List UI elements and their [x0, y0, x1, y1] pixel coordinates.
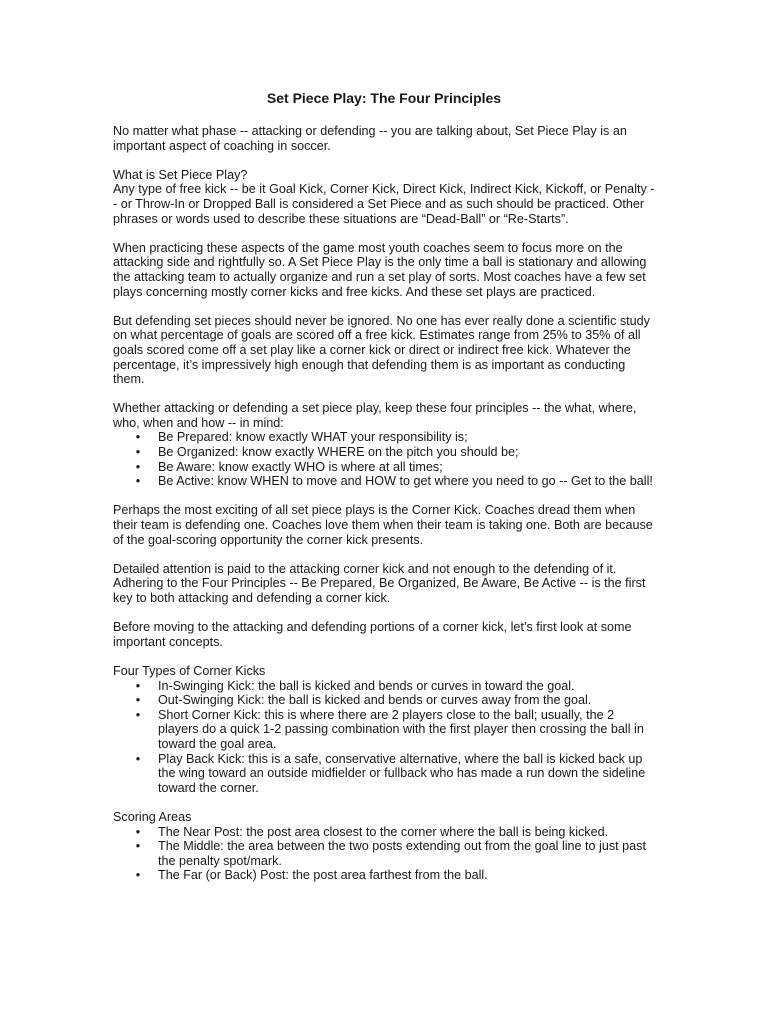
document-body [113, 124, 655, 897]
list-item: • Be Active: know WHEN to move and HOW to get where you need to go -- Get to the ball! [113, 474, 655, 489]
bullet-icon: • [135, 445, 141, 460]
principles-list [113, 430, 655, 488]
bullet-icon: • [135, 678, 141, 693]
corner-types-list [113, 679, 655, 796]
what-is-section [113, 168, 655, 226]
list-item: • The Near Post: the post area closest to the corner where the ball is being kicked. [113, 825, 655, 840]
list-item: • Out-Swinging Kick: the ball is kicked and bends or curves away from the goal. [113, 693, 655, 708]
list-item: • Be Aware: know exactly WHO is where at all times; [113, 460, 655, 475]
list-item: • Be Prepared: know exactly WHAT your responsibility is; [113, 430, 655, 445]
bullet-icon: • [135, 824, 141, 839]
corner-kick-paragraph: Perhaps the most exciting of all set piece plays is the Corner Kick. Coaches dread them when their team is defending one. Coaches love them when their team is taking one. Both are because of the goal-scoring opportunity the corner kick presents. [113, 503, 653, 547]
principles-intro: Whether attacking or defending a set piece play, keep these four principles -- the what, where, who, when and how -- in mind: [113, 401, 637, 430]
detailed-attention-paragraph: Detailed attention is paid to the attacking corner kick and not enough to the defending of it. Adhering to the Four Principles -- Be Prepared, Be Organized, Be Aware, Be Active -- is the first key to both attacking and defending a corner kick. [113, 561, 646, 605]
list-item: • Play Back Kick: this is a safe, conservative alternative, where the ball is kicked back up the wing toward an outside midfielder or fullback who has made a run down the sideline toward the corner. [113, 752, 655, 796]
bullet-icon: • [135, 707, 141, 722]
list-item: • In-Swinging Kick: the ball is kicked and bends or curves in toward the goal. [113, 679, 655, 694]
page-title: Set Piece Play: The Four Principles [266, 90, 502, 106]
bullet-icon: • [135, 751, 141, 766]
scoring-areas-list [113, 825, 655, 883]
practicing-paragraph: When practicing these aspects of the game most youth coaches seem to focus more on the attacking side and rightfully so. A Set Piece Play is the only time a ball is stationary and allowing the attacking team to actually organize and run a set play of sorts. Most coaches have a few set plays concerning mostly corner kicks and free kicks. And these set plays are practiced. [113, 240, 647, 299]
bullet-icon: • [135, 430, 141, 445]
defending-paragraph: But defending set pieces should never be ignored. No one has ever really done a scientific study on what percentage of goals are scored off a free kick. Estimates range from 25% to 35% of all goals scored come off a set play like a corner kick or direct or indirect free kick. Whatever the percentage, it’s impressively high enough that defending them is as important as conducting them. [113, 313, 650, 387]
section-heading-what-is: What is Set Piece Play? [113, 167, 248, 182]
list-item: • Short Corner Kick: this is where there are 2 players close to the ball; usually, the 2 players do a quick 1-2 passing combination with the first player then crossing the ball in toward the goal area. [113, 708, 655, 752]
list-item: • Be Organized: know exactly WHERE on the pitch you should be; [113, 445, 655, 460]
bullet-icon: • [135, 459, 141, 474]
what-is-paragraph: Any type of free kick -- be it Goal Kick, Corner Kick, Direct Kick, Indirect Kick, Kickoff, or Penalty -- or Throw-In or Dropped Ball is considered a Set Piece and as such should be practiced. Other phrases or words used to describe these situations are “Dead-Ball” or “Re-Starts”. [113, 182, 655, 226]
bullet-icon: • [135, 474, 141, 489]
before-moving-paragraph: Before moving to the attacking and defending portions of a corner kick, let’s first look at some important concepts. [113, 620, 632, 649]
intro-paragraph: No matter what phase -- attacking or defending -- you are talking about, Set Piece Play is an important aspect of coaching in soccer. [113, 124, 627, 153]
list-item: • The Middle: the area between the two posts extending out from the goal line to just past the penalty spot/mark. [113, 839, 655, 868]
bullet-icon: • [135, 693, 141, 708]
section-heading-scoring-areas: Scoring Areas [113, 809, 192, 824]
list-item: • The Far (or Back) Post: the post area farthest from the ball. [113, 868, 655, 883]
section-heading-corner-types: Four Types of Corner Kicks [113, 663, 266, 678]
bullet-icon: • [135, 868, 141, 883]
bullet-icon: • [135, 839, 141, 854]
